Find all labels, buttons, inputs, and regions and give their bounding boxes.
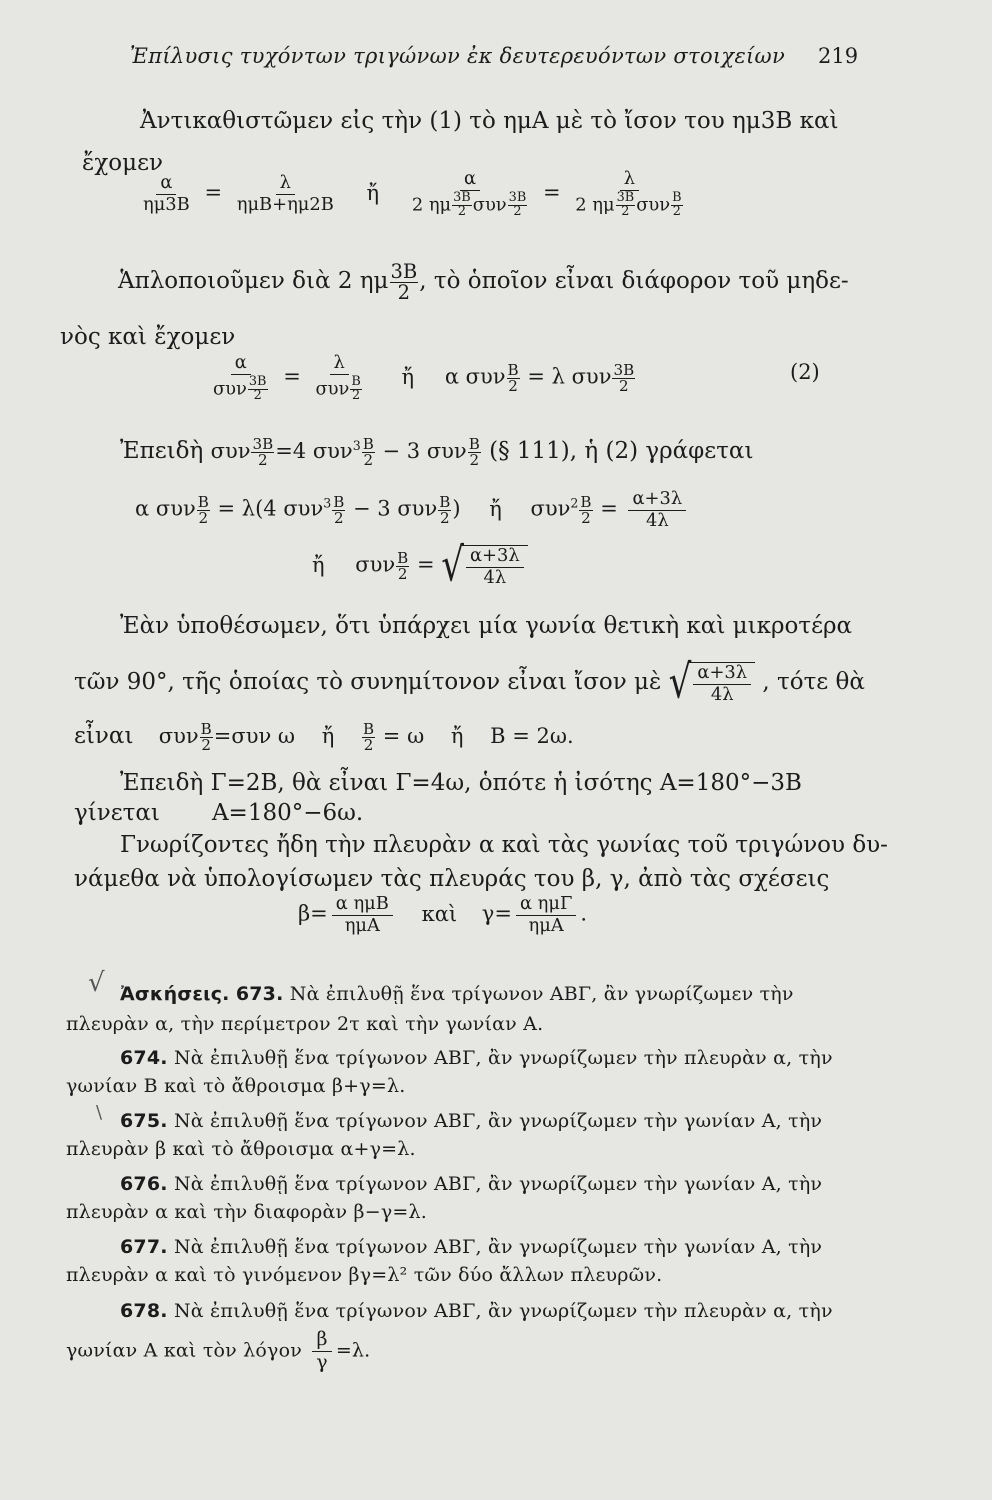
text-line-11: Γνωρίζοντες ἤδη τὴν πλευρὰν α καὶ τὰς γωνίας τοῦ τριγώνου δυ- bbox=[120, 832, 888, 858]
exercise-674-cont: γωνίαν Β καὶ τὸ ἄθροισμα β+γ=λ. bbox=[66, 1075, 406, 1097]
exercise-673: Ἀσκήσεις. 673. Νὰ ἐπιλυθῇ ἕνα τρίγωνον ΑΒΓ, ἂν γνωρίζωμεν τὴν bbox=[120, 983, 794, 1005]
exercise-676: 676. Νὰ ἐπιλυθῇ ἕνα τρίγωνον ΑΒΓ, ἂν γνωρίζωμεν τὴν γωνίαν Α, τὴν bbox=[120, 1173, 823, 1195]
page-number: 219 bbox=[818, 44, 859, 68]
exercise-678-cont: γωνίαν Α καὶ τὸν λόγον $\frac{\beta}{\gamma}$ =λ. bbox=[66, 1328, 371, 1373]
pencil-check-mark-icon: √ bbox=[88, 968, 105, 998]
equation-2: α συν $\frac{3B}{2}$ = λ συν $\frac{B}{2}$ ἤ α συν $\frac{B}{2}$ = λ συν $\frac{3B}{2}$ bbox=[205, 354, 636, 402]
text-line-6: Ἐὰν ὑποθέσωμεν, ὅτι ὑπάρχει μία γωνία θετικὴ καὶ μικροτέρα bbox=[120, 613, 853, 639]
exercise-673-cont: πλευρὰν α, τὴν περίμετρον 2τ καὶ τὴν γωνίαν Α. bbox=[66, 1013, 544, 1035]
square-root: √ $\frac{\alpha+3\lambda}{4\lambda}$ bbox=[441, 545, 527, 587]
exercise-674: 674. Νὰ ἐπιλυθῇ ἕνα τρίγωνον ΑΒΓ, ἂν γνωρίζωμεν τὴν πλευρὰν α, τὴν bbox=[120, 1047, 833, 1069]
equation-label-2: (2) bbox=[790, 360, 820, 384]
text-line-9: Ἐπειδὴ Γ=2Β, θὰ εἶναι Γ=4ω, ὁπότε ἡ ἰσότης Α=180°−3Β bbox=[120, 770, 802, 796]
exercise-676-cont: πλευρὰν α καὶ τὴν διαφορὰν β−γ=λ. bbox=[66, 1201, 427, 1223]
exercise-675: 675. Νὰ ἐπιλυθῇ ἕνα τρίγωνον ΑΒΓ, ἂν γνωρίζωμεν τὴν γωνίαν Α, τὴν bbox=[120, 1110, 823, 1132]
square-root: √ $\frac{\alpha+3\lambda}{4\lambda}$ bbox=[669, 662, 755, 704]
text-line-8: εἶναι συν $\frac{B}{2}$ =συν ω ἤ $\frac{B}{2}$ = ω ἤ Β = 2ω. bbox=[74, 720, 574, 755]
fraction: $\frac{\alpha+3\lambda}{4\lambda}$ bbox=[628, 490, 686, 530]
equation-5: β= $\frac{\text{α ημΒ}}{\text{ημΑ}}$ καὶ γ= $\frac{\text{α ημΓ}}{\text{ημΑ}}$ . bbox=[298, 893, 588, 936]
pencil-mark-icon: \ bbox=[96, 1102, 103, 1123]
text-line-7: τῶν 90°, τῆς ὁποίας τὸ συνημίτονον εἶναι ἴσον μὲ √ $\frac{\alpha+3\lambda}{4\lambda}$ , τότε θὰ bbox=[74, 656, 865, 710]
equation-4: ἤ συν $\frac{B}{2}$ = √ $\frac{\alpha+3\lambda}{4\lambda}$ bbox=[312, 545, 528, 587]
exercise-675-cont: πλευρὰν β καὶ τὸ ἄθροισμα α+γ=λ. bbox=[66, 1138, 416, 1160]
text-line-12: νάμεθα νὰ ὑπολογίσωμεν τὰς πλευράς του β, γ, ἀπὸ τὰς σχέσεις bbox=[74, 866, 830, 892]
equation-1: $\frac{\alpha}{\eta\mu 3B}$ = $\frac{\lambda}{\text{ημΒ+ημ2Β}}$ ἤ α 2 ημ $\frac{3B}{2}$ συν $\frac{3B}{2}$ = λ 2 ημ $\frac{3B}{2}$ συν $\frac{B}{2}$ bbox=[135, 170, 692, 218]
fraction: α συν $\frac{3B}{2}$ bbox=[213, 352, 267, 403]
text-line-5: Ἐπειδὴ συν $\frac{3B}{2}$ =4 συν$^3$ $\frac{B}{2}$ − 3 συν $\frac{B}{2}$ (§ 111), ἡ (2) γράφεται bbox=[120, 435, 754, 470]
text-line-10: γίνεται Α=180°−6ω. bbox=[74, 800, 364, 826]
fraction: λ 2 ημ $\frac{3B}{2}$ συν $\frac{B}{2}$ bbox=[575, 168, 682, 219]
fraction: α 2 ημ $\frac{3B}{2}$ συν $\frac{3B}{2}$ bbox=[411, 168, 527, 219]
fraction: λ συν $\frac{B}{2}$ bbox=[315, 352, 361, 403]
equation-3: α συν $\frac{B}{2}$ = λ(4 συν$^3$ $\frac{B}{2}$ − 3 συν $\frac{B}{2}$ ) ἤ συν$^2$ $\frac{B}{2}$ = $\frac{\alpha+3\lambda}{4\lambda}$ bbox=[135, 490, 690, 530]
exercise-677-cont: πλευρὰν α καὶ τὸ γινόμενον βγ=λ² τῶν δύο ἄλλων πλευρῶν. bbox=[66, 1264, 663, 1286]
exercise-678: 678. Νὰ ἐπιλυθῇ ἕνα τρίγωνον ΑΒΓ, ἂν γνωρίζωμεν τὴν πλευρὰν α, τὴν bbox=[120, 1300, 833, 1322]
exercise-677: 677. Νὰ ἐπιλυθῇ ἕνα τρίγωνον ΑΒΓ, ἂν γνωρίζωμεν τὴν γωνίαν Α, τὴν bbox=[120, 1236, 823, 1258]
fraction: $\frac{\lambda}{\text{ημΒ+ημ2Β}}$ bbox=[236, 171, 334, 215]
running-header: Ἐπίλυσις τυχόντων τριγώνων ἐκ δευτερευόντων στοιχείων bbox=[130, 44, 786, 68]
text-line-3: Ἁπλοποιοῦμεν διὰ 2 ημ $\frac{3B}{2}$ , τὸ ὁποῖον εἶναι διάφορον τοῦ μηδε- bbox=[118, 260, 849, 304]
text-line-2: ἔχομεν bbox=[82, 150, 163, 176]
text-line-1: Ἀντικαθιστῶμεν εἰς τὴν (1) τὸ ημΑ μὲ τὸ ἴσον του ημ3Β καὶ bbox=[140, 108, 839, 134]
fraction: $\frac{\alpha}{\eta\mu 3B}$ bbox=[143, 171, 190, 215]
text-line-4: νὸς καὶ ἔχομεν bbox=[60, 324, 236, 350]
